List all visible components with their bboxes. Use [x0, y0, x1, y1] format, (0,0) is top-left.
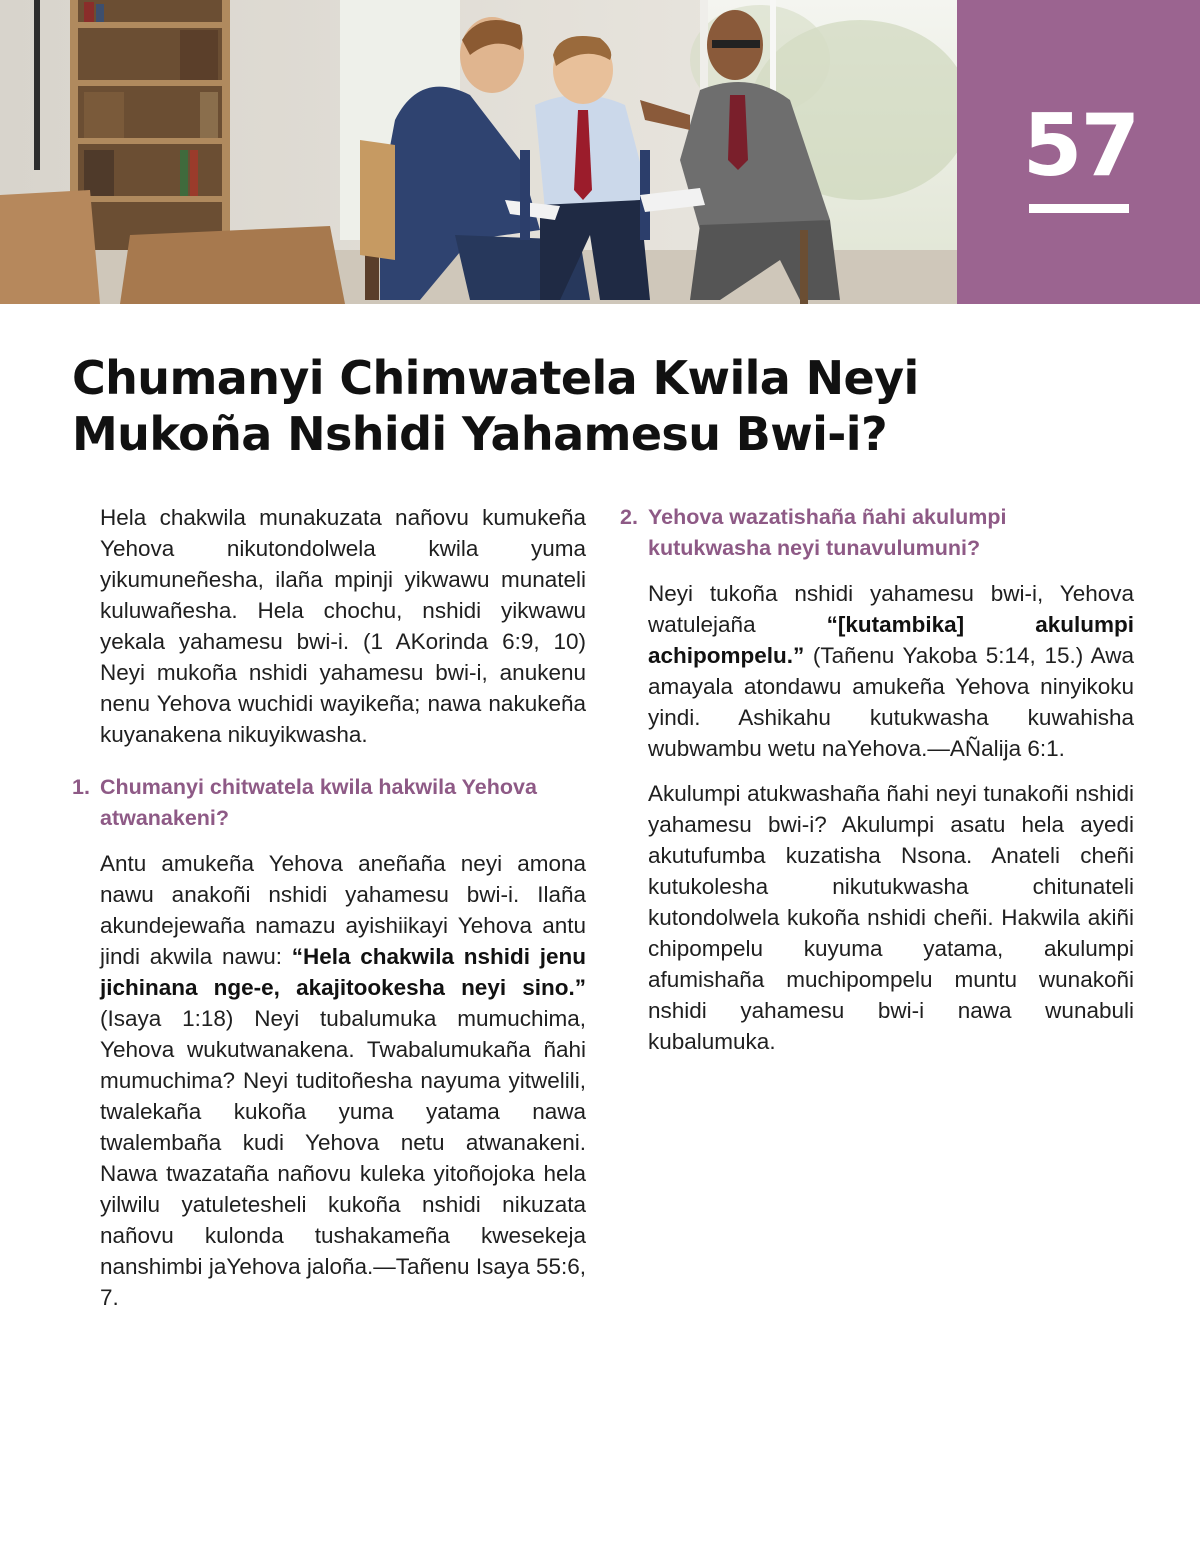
question-2-heading	[620, 502, 1134, 564]
intro-paragraph: Hela chakwila munakuzata nañovu kumukeña Yehova nikutondolwela kwila yuma yikumuneñesha, ilaña mpinji yikwawu munateli kuluwañesha. Hela chochu, nshidi yikwawu yekala yahamesu bwi-i. (1 AKorinda 6:9, 10) Neyi mukoña nshidi yahamesu bwi-i, anukenu nenu Yehova wuchidi wayikeña; nawa nakukeña kuyanakena nikuyikwasha.	[100, 505, 586, 747]
page-title	[72, 350, 972, 462]
question-1-heading	[72, 772, 586, 834]
section-2-quote: “[kutambika] akulumpi achipompelu.”	[648, 612, 1134, 668]
title-line-1: Chumanyi Chimwatela Kwila Neyi	[72, 351, 919, 405]
question-2-text: Yehova wazatishaña ñahi akulumpi kutukwasha neyi tunavulumuni?	[648, 505, 1007, 560]
lesson-number-underline	[1029, 204, 1129, 213]
section-1-paragraph	[100, 848, 586, 1313]
section-2-text-a: Neyi tukoña nshidi yahamesu bwi-i, Yehova watulejaña	[648, 581, 1134, 637]
title-line-2: Mukoña Nshidi Yahamesu Bwi-i?	[72, 407, 888, 461]
question-1-number: 1.	[72, 775, 90, 799]
right-column	[620, 502, 1134, 1071]
section-1-text-b: (Isaya 1:18) Neyi tubalumuka mumuchima, Yehova wukutwanakena. Twabalumukaña ñahi mumuchima? Neyi tuditoñesha nayuma yitwelili, twalekaña kukoña yuma yatama nawa twalembaña kudi Yehova netu atwanakeni. Nawa twazataña nañovu kuleka yitoñojoka hela yilwilu yatuletesheli kukoña nshidi nikuzata nañovu kulonda tushakameña kwesekeja nanshimbi jaYehova jaloña.—Tañenu Isaya 55:6, 7.	[100, 1006, 586, 1310]
section-1-quote: “Hela chakwila nshidi jenu jichinana nge-e, akajitookesha neyi sino.”	[100, 944, 586, 1000]
section-1-text-a: Antu amukeña Yehova aneñaña neyi amona nawu anakoñi nshidi yahamesu bwi-i. Ilaña akundejewaña namazu ayishiikayi Yehova antu jindi akwila nawu:	[100, 851, 586, 969]
lesson-number: 57	[1022, 96, 1139, 196]
section-2-text-b: (Tañenu Yakoba 5:14, 15.) Awa amayala atondawu amukeña Yehova ninyikoku yindi. Ashikahu kutukwasha kuwahisha wubwambu wetu naYehova.—AÑalija 6:1.	[648, 643, 1134, 761]
question-2-number: 2.	[620, 505, 638, 529]
section-2-paragraph-2: Akulumpi atukwashaña ñahi neyi tunakoñi nshidi yahamesu bwi-i? Akulumpi asatu hela ayedi akutufumba kuzatisha Nsona. Anateli cheñi kutukolesha nikutukwasha chitunateli kutondolwela kukoña nshidi cheñi. Hakwila akiñi chipompelu kuyuma yatama, akulumpi afumishaña muchipompelu muntu wunakoñi nshidi yahamesu bwi-i nawa wunabuli kubalumuka.	[648, 781, 1134, 1054]
lesson-badge	[957, 0, 1200, 304]
left-column	[72, 502, 586, 1327]
section-2-paragraph-1	[648, 578, 1134, 764]
question-1-text: Chumanyi chitwatela kwila hakwila Yehova atwanakeni?	[100, 775, 537, 830]
hero-photo	[0, 0, 957, 304]
